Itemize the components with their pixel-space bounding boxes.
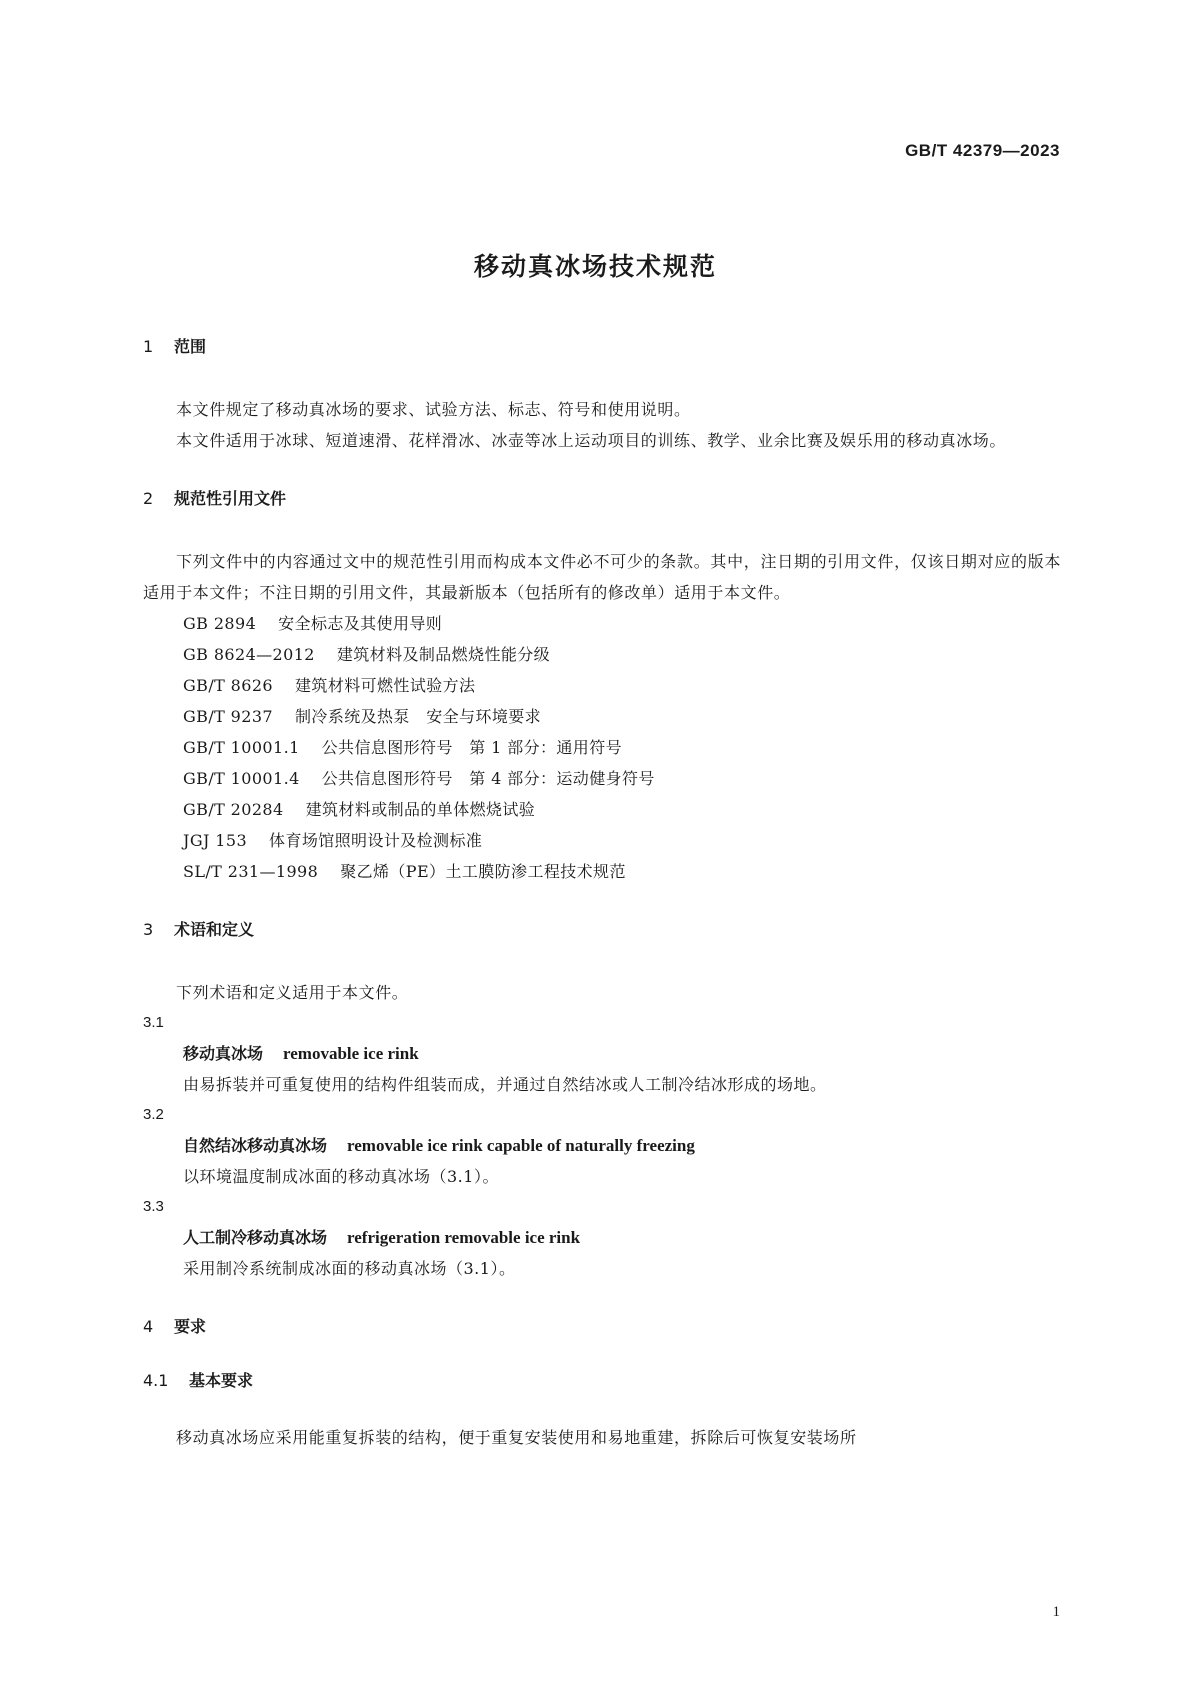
term-entry	[143, 1038, 1061, 1069]
section-number: 2	[143, 489, 154, 508]
reference-code: GB 8624—2012	[183, 645, 315, 664]
section-number: 3	[143, 920, 154, 939]
reference-code: GB/T 8626	[183, 676, 274, 695]
section-1-heading	[143, 334, 1061, 360]
term-entry	[143, 1222, 1061, 1253]
paragraph: 移动真冰场应采用能重复拆装的结构，便于重复安装使用和易地重建，拆除后可恢复安装场所	[176, 1428, 857, 1447]
reference-code: SL/T 231—1998	[183, 862, 319, 881]
reference-item	[143, 639, 1061, 670]
reference-item	[143, 701, 1061, 732]
reference-item	[143, 825, 1061, 856]
reference-title: 体育场馆照明设计及检测标准	[269, 831, 483, 850]
term-chinese: 移动真冰场	[183, 1044, 264, 1063]
reference-title: 建筑材料及制品燃烧性能分级	[336, 645, 551, 664]
reference-item	[143, 608, 1061, 639]
term-number: 3.2	[143, 1106, 164, 1123]
reference-code: GB/T 9237	[183, 707, 274, 726]
reference-code: JGJ 153	[183, 831, 248, 850]
reference-code: GB/T 10001.4	[183, 769, 300, 788]
section-title: 术语和定义	[174, 920, 255, 939]
section-4-heading	[143, 1314, 1061, 1340]
standard-code: GB/T 42379—2023	[905, 141, 1060, 160]
document-body	[143, 334, 1061, 1453]
reference-title: 公共信息图形符号 第 4 部分：运动健身符号	[321, 769, 655, 788]
term-definition: 采用制冷系统制成冰面的移动真冰场（3.1）。	[183, 1259, 516, 1278]
section-number: 1	[143, 337, 154, 356]
reference-item	[143, 763, 1061, 794]
reference-list	[143, 608, 1061, 887]
term-definition: 以环境温度制成冰面的移动真冰场（3.1）。	[183, 1167, 499, 1186]
section-3-heading	[143, 917, 1061, 943]
reference-title: 公共信息图形符号 第 1 部分：通用符号	[321, 738, 623, 757]
term-number: 3.1	[143, 1014, 164, 1031]
term-number: 3.3	[143, 1198, 164, 1215]
subsection-4-1-heading	[143, 1368, 1061, 1394]
term-definition: 由易拆装并可重复使用的结构件组装而成，并通过自然结冰或人工制冷结冰形成的场地。	[183, 1075, 827, 1094]
reference-title: 制冷系统及热泵 安全与环境要求	[295, 707, 542, 726]
paragraph: 下列术语和定义适用于本文件。	[176, 983, 409, 1002]
reference-title: 建筑材料可燃性试验方法	[295, 676, 476, 695]
subsection-number: 4.1	[143, 1371, 169, 1390]
term-english: removable ice rink	[283, 1044, 419, 1063]
reference-item	[143, 732, 1061, 763]
term-english: removable ice rink capable of naturally freezing	[347, 1136, 695, 1155]
paragraph: 本文件适用于冰球、短道速滑、花样滑冰、冰壶等冰上运动项目的训练、教学、业余比赛及娱乐用的移动真冰场。	[176, 431, 1007, 450]
paragraph: 下列文件中的内容通过文中的规范性引用而构成本文件必不可少的条款。其中，注日期的引用文件，仅该日期对应的版本适用于本文件；不注日期的引用文件，其最新版本（包括所有的修改单）适用于本文件。	[143, 552, 1061, 602]
section-title: 要求	[174, 1317, 207, 1336]
subsection-title: 基本要求	[189, 1371, 254, 1390]
page-number: 1	[1052, 1604, 1060, 1620]
term-english: refrigeration removable ice rink	[347, 1228, 581, 1247]
section-title: 范围	[174, 337, 207, 356]
reference-title: 建筑材料或制品的单体燃烧试验	[305, 800, 536, 819]
term-chinese: 自然结冰移动真冰场	[183, 1136, 328, 1155]
reference-code: GB 2894	[183, 614, 257, 633]
reference-title: 安全标志及其使用导则	[278, 614, 443, 633]
reference-item	[143, 856, 1061, 887]
reference-code: GB/T 10001.1	[183, 738, 300, 757]
section-title: 规范性引用文件	[174, 489, 287, 508]
term-chinese: 人工制冷移动真冰场	[183, 1228, 328, 1247]
document-title: 移动真冰场技术规范	[473, 252, 717, 281]
paragraph: 本文件规定了移动真冰场的要求、试验方法、标志、符号和使用说明。	[176, 400, 691, 419]
reference-title: 聚乙烯（PE）土工膜防渗工程技术规范	[340, 862, 626, 881]
term-entry	[143, 1130, 1061, 1161]
reference-code: GB/T 20284	[183, 800, 284, 819]
reference-item	[143, 670, 1061, 701]
reference-item	[143, 794, 1061, 825]
section-2-heading	[143, 486, 1061, 512]
section-number: 4	[143, 1317, 154, 1336]
